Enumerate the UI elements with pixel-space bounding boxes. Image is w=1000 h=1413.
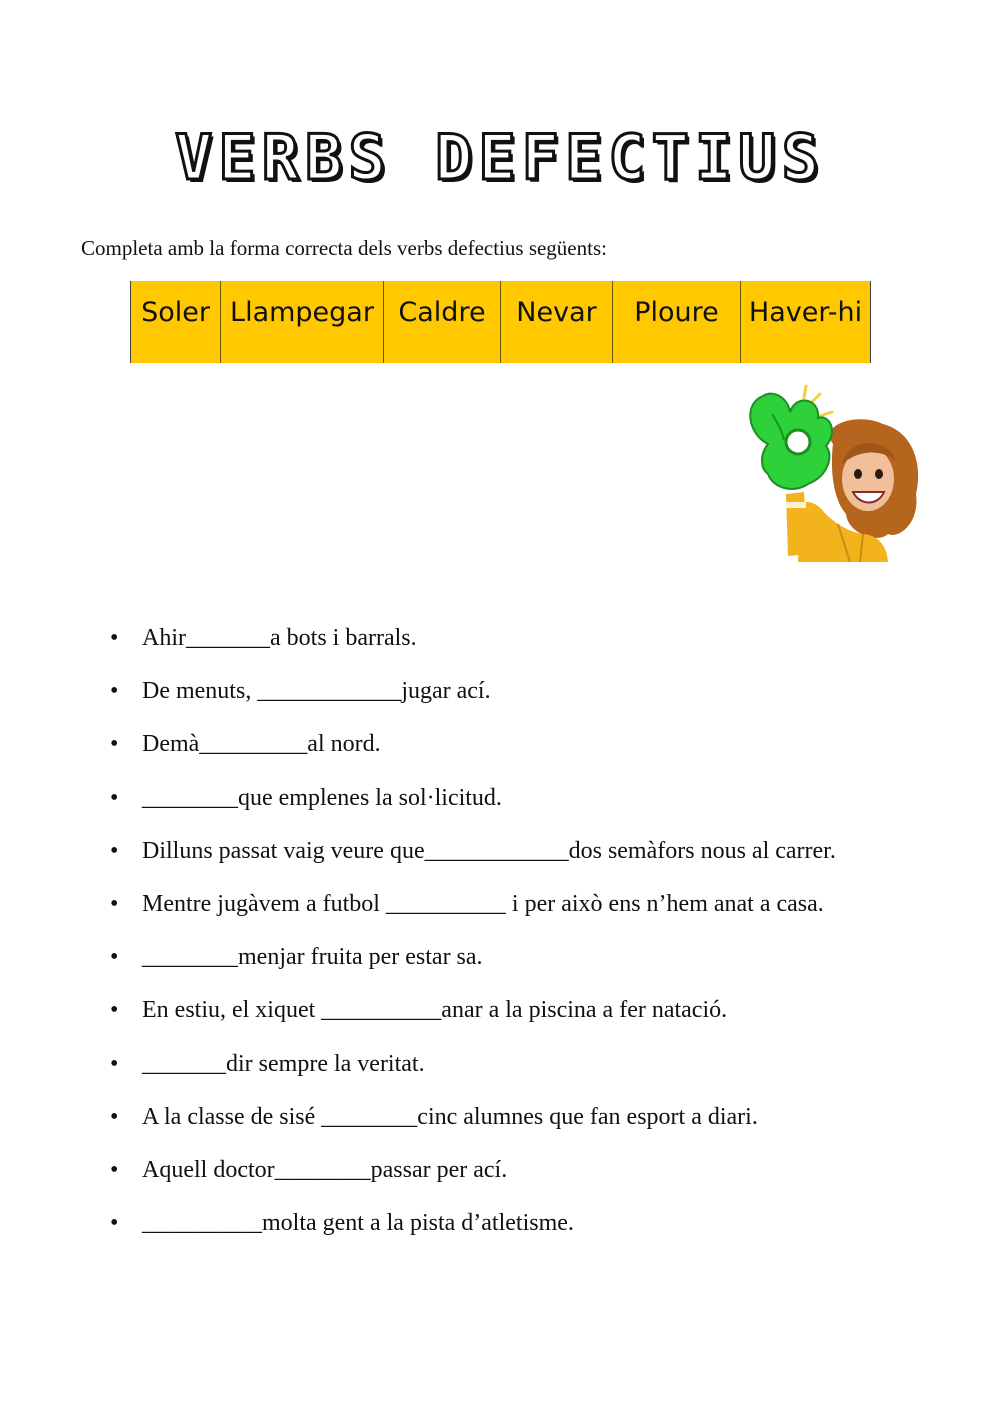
bullet-icon: •	[110, 890, 119, 917]
instruction-text: Completa amb la forma correcta dels verbs defectius següents:	[81, 236, 607, 260]
sentence-text: _______dir sempre la veritat.	[142, 1050, 425, 1077]
verb-word-bank	[130, 281, 871, 363]
list-item	[104, 1044, 836, 1097]
bullet-icon: •	[110, 678, 119, 705]
verb-cell-caldre: Caldre	[384, 281, 501, 363]
verb-cell-soler: Soler	[131, 281, 221, 363]
sentence-text: Dilluns passat vaig veure que____________dos semàfors nous al carrer.	[142, 837, 836, 864]
sentence-text: Demà_________al nord.	[142, 731, 381, 758]
sentence-list	[104, 618, 836, 1256]
sentence-text: Aquell doctor________passar per ací.	[142, 1156, 508, 1183]
list-item	[104, 1097, 836, 1150]
verb-cell-llampegar: Llampegar	[221, 281, 384, 363]
list-item	[104, 671, 836, 724]
sentence-text: ________menjar fruita per estar sa.	[142, 944, 483, 971]
list-item	[104, 1150, 836, 1203]
bullet-icon: •	[110, 944, 119, 971]
list-item	[104, 618, 836, 671]
sentence-text: De menuts, ____________jugar ací.	[142, 678, 491, 705]
verb-cell-nevar: Nevar	[501, 281, 613, 363]
list-item	[104, 831, 836, 884]
bullet-icon: •	[110, 625, 119, 651]
list-item	[104, 937, 836, 990]
bullet-icon: •	[110, 784, 119, 811]
verb-cell-haver-hi: Haver-hi	[748, 297, 863, 328]
sentence-text: En estiu, el xiquet __________anar a la piscina a fer natació.	[142, 997, 728, 1024]
sentence-text: A la classe de sisé ________cinc alumnes que fan esport a diari.	[142, 1103, 758, 1130]
list-item	[104, 884, 836, 937]
sentence-text: __________molta gent a la pista d’atletisme.	[142, 1210, 574, 1237]
sentence-text: Ahir_______a bots i barrals.	[142, 625, 417, 651]
list-item	[104, 778, 836, 831]
bullet-icon: •	[110, 731, 119, 758]
list-item	[104, 1203, 836, 1256]
sentence-text: ________que emplenes la sol·licitud.	[142, 784, 502, 811]
list-item	[104, 990, 836, 1043]
list-item	[104, 724, 836, 777]
bullet-icon: •	[110, 837, 119, 864]
page-title: VERBS DEFECTIUS	[175, 121, 825, 194]
bullet-icon: •	[110, 1103, 119, 1130]
bullet-icon: •	[110, 997, 119, 1024]
bullet-icon: •	[110, 1050, 119, 1077]
bullet-icon: •	[110, 1156, 119, 1183]
verb-cell-ploure: Ploure	[613, 281, 741, 363]
bitmoji-avatar-icon	[738, 384, 928, 562]
bullet-icon: •	[110, 1210, 119, 1237]
sentence-text: Mentre jugàvem a futbol __________ i per això ens n’hem anat a casa.	[142, 890, 824, 917]
